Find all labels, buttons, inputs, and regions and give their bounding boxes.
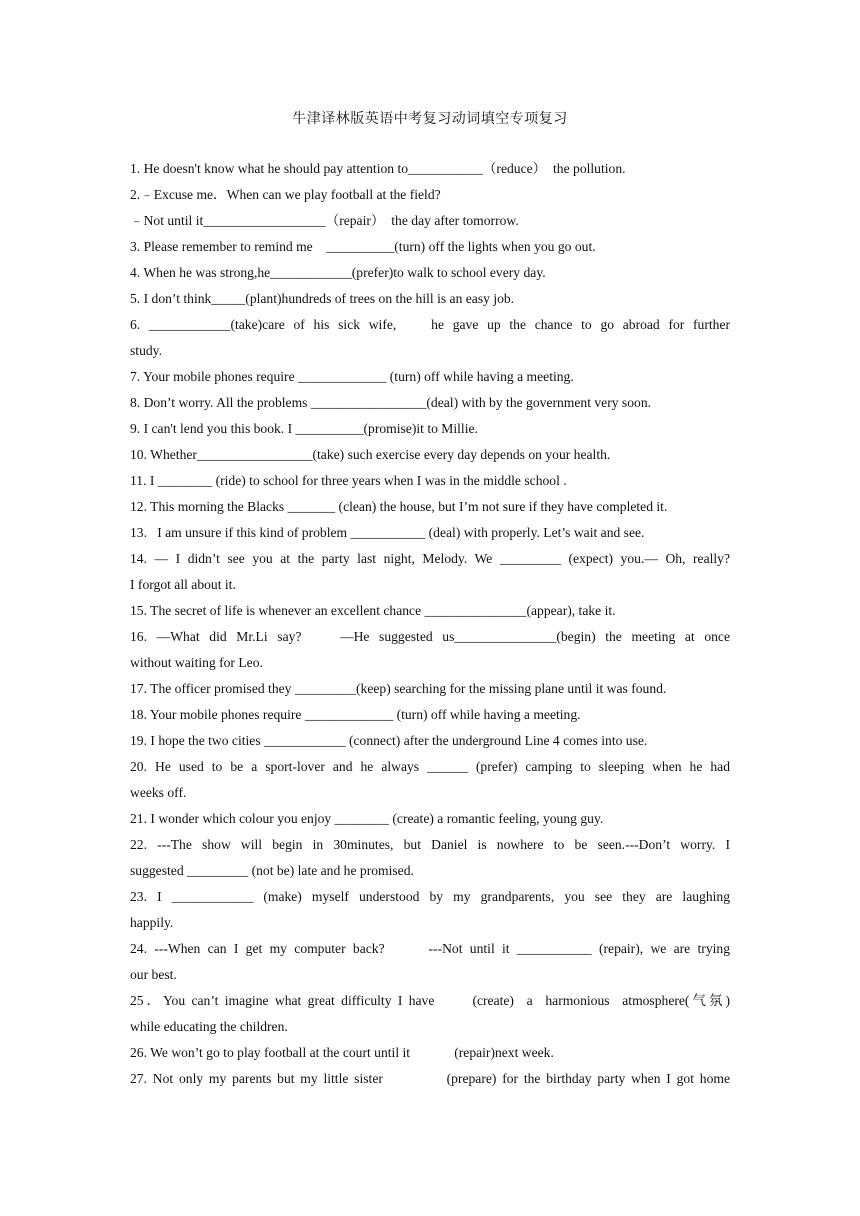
exercise-line: without waiting for Leo. — [130, 655, 263, 670]
exercise-line: I forgot all about it. — [130, 577, 236, 592]
exercise-line: while educating the children. — [130, 1019, 288, 1034]
exercise-line: our best. — [130, 967, 177, 982]
exercise-line: study. — [130, 343, 162, 358]
exercise-line: suggested _________ (not be) late and he promised. — [130, 863, 414, 878]
exercise-line: 18. Your mobile phones require _____________ (turn) off while having a meeting. — [130, 707, 581, 722]
exercise-line: 22. ---The show will begin in 30minutes, but Daniel is nowhere to be seen.---Don’t worry. I — [130, 837, 730, 852]
exercise-line: 5. I don’t think_____(plant)hundreds of trees on the hill is an easy job. — [130, 291, 515, 306]
exercise-line: 24. ---When can I get my computer back? ---Not until it ___________ (repair), we are trying — [130, 941, 730, 956]
exercise-line: 2.﹣Excuse me．When can we play football at the field? — [130, 187, 441, 202]
exercise-line: 26. We won’t go to play football at the court until it (repair)next week. — [130, 1045, 554, 1060]
exercise-list — [130, 156, 730, 1092]
exercise-line: happily. — [130, 915, 174, 930]
exercise-line: 21. I wonder which colour you enjoy ________ (create) a romantic feeling, young guy. — [130, 811, 604, 826]
exercise-line: 17. The officer promised they _________(keep) searching for the missing plane until it was found. — [130, 681, 667, 696]
exercise-line: 7. Your mobile phones require _____________ (turn) off while having a meeting. — [130, 369, 574, 384]
exercise-line: 25．You can’t imagine what great difficulty I have (create) a harmonious atmosphere(气氛) — [130, 993, 730, 1008]
exercise-line: 12. This morning the Blacks _______ (clean) the house, but I’m not sure if they have completed it. — [130, 499, 668, 514]
exercise-line: 19. I hope the two cities ____________ (connect) after the underground Line 4 comes into use. — [130, 733, 648, 748]
exercise-line: 10. Whether_________________(take) such exercise every day depends on your health. — [130, 447, 611, 462]
exercise-line: 20. He used to be a sport-lover and he always ______ (prefer) camping to sleeping when he had — [130, 759, 730, 774]
exercise-line: 3. Please remember to remind me __________(turn) off the lights when you go out. — [130, 239, 596, 254]
exercise-line: 23. I ____________ (make) myself understood by my grandparents, you see they are laughing — [130, 889, 730, 904]
exercise-line: 15. The secret of life is whenever an excellent chance _______________(appear), take it. — [130, 603, 616, 618]
exercise-line: weeks off. — [130, 785, 187, 800]
exercise-line: 4. When he was strong,he____________(prefer)to walk to school every day. — [130, 265, 546, 280]
exercise-line: 27. Not only my parents but my little sister (prepare) for the birthday party when I got home — [130, 1071, 730, 1086]
page-title: 牛津译林版英语中考复习动词填空专项复习 — [292, 111, 568, 127]
exercise-line: 6. ____________(take)care of his sick wife, he gave up the chance to go abroad for further — [130, 317, 730, 332]
exercise-line: 1. He doesn't know what he should pay attention to___________（reduce） the pollution. — [130, 161, 626, 176]
exercise-line: 9. I can't lend you this book. I __________(promise)it to Millie. — [130, 421, 478, 436]
exercise-line: 11. I ________ (ride) to school for three years when I was in the middle school . — [130, 473, 567, 488]
exercise-line: 16. —What did Mr.Li say? —He suggested us_______________(begin) the meeting at once — [130, 629, 730, 644]
exercise-line: 13. I am unsure if this kind of problem ___________ (deal) with properly. Let’s wait and see. — [130, 525, 645, 540]
exercise-line: ﹣Not until it__________________（repair） the day after tomorrow. — [130, 213, 519, 228]
exercise-line: 8. Don’t worry. All the problems _________________(deal) with by the government very soon. — [130, 395, 652, 410]
exercise-line: 14. — I didn’t see you at the party last night, Melody. We _________ (expect) you.— Oh, really? — [130, 551, 730, 566]
